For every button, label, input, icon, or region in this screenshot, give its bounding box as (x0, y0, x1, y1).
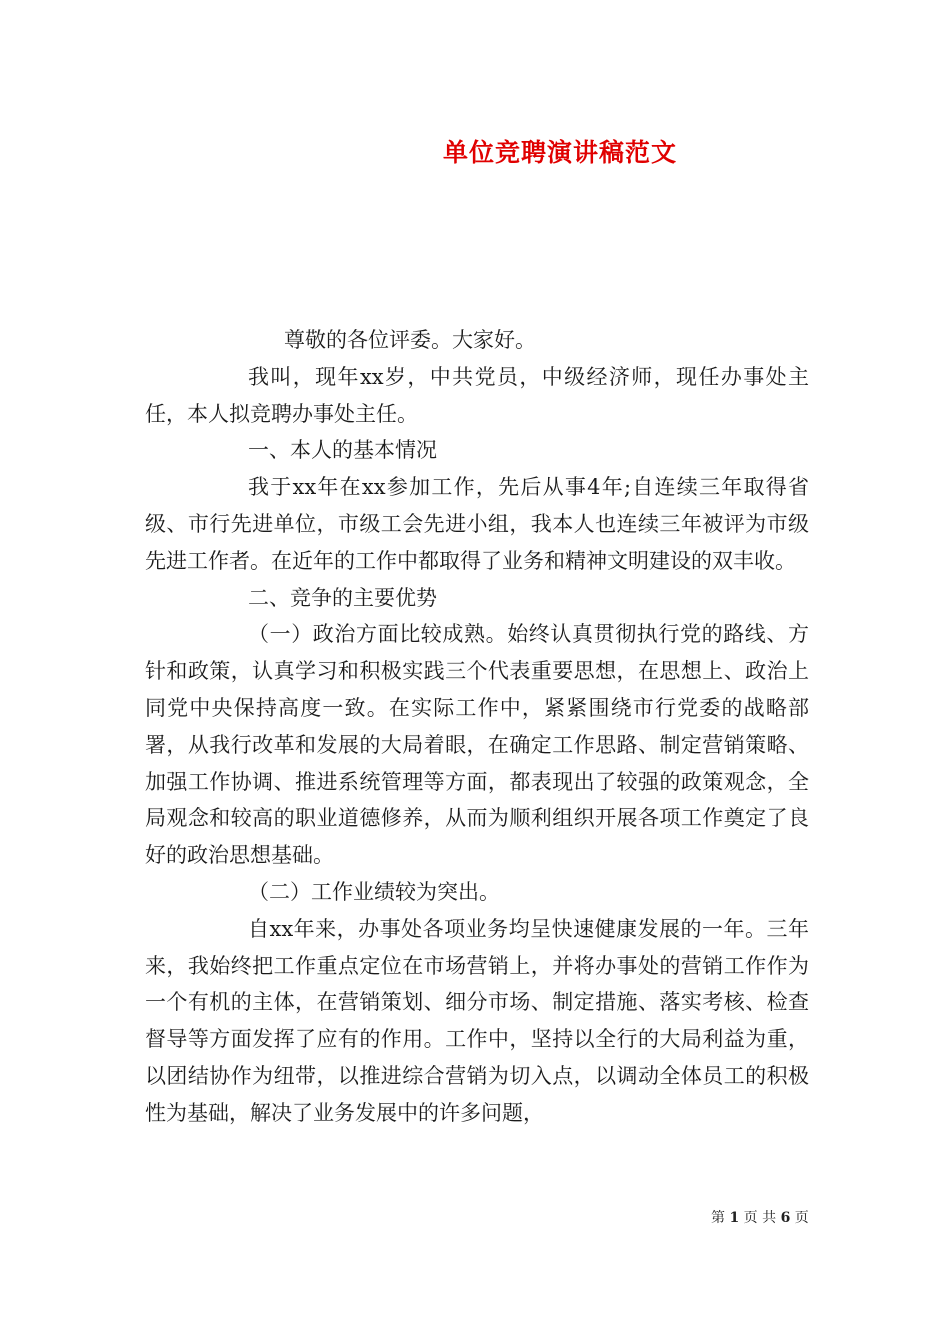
section-heading-basic-info: 一、本人的基本情况 (248, 438, 437, 463)
paragraph-performance: 自xx年来，办事处各项业务均呈快速健康发展的一年。三年来，我始终把工作重点定位在市场营销上，并将办事处的营销工作作为一个有机的主体，在营销策划、细分市场、制定措施、落实考核、检查督导等方面发挥了应有的作用。工作中，坚持以全行的大局利益为重，以团结协作为纽带，以推进综合营销为切入点，以调动全体员工的积极性为基础，解决了业务发展中的许多问题， (145, 916, 809, 1125)
document-title: 单位竞聘演讲稿范文 (442, 138, 677, 167)
paragraph-introduction: 我叫，现年xx岁，中共党员，中级经济师，现任办事处主任，本人拟竞聘办事处主任。 (145, 364, 809, 426)
footer-prefix: 第 (711, 1210, 725, 1226)
paragraph-political: （一）政治方面比较成熟。始终认真贯彻执行党的路线、方针和政策，认真学习和积极实践三个代表重要思想，在思想上、政治上同党中央保持高度一致。在实际工作中，紧紧围绕市行党委的战略部署，从我行改革和发展的大局着眼，在确定工作思路、制定营销策略、加强工作协调、推进系统管理等方面，都表现出了较强的政策观念，全局观念和较高的职业道德修养，从而为顺利组织开展各项工作奠定了良好的政治思想基础。 (145, 622, 809, 868)
section-heading-advantages: 二、竞争的主要优势 (248, 585, 437, 610)
current-page-number: 1 (729, 1210, 740, 1226)
subheading-performance: （二）工作业绩较为突出。 (248, 879, 500, 904)
footer-middle: 页 共 (743, 1210, 777, 1226)
total-page-number: 6 (780, 1210, 791, 1226)
page-footer (711, 1207, 809, 1227)
paragraph-greeting: 尊敬的各位评委。大家好。 (284, 328, 536, 352)
footer-suffix: 页 (794, 1210, 809, 1226)
document-body (145, 322, 809, 1132)
paragraph-basic-info: 我于xx年在xx参加工作，先后从事4年;自连续三年取得省级、市行先进单位，市级工会先进小组，我本人也连续三年被评为市级先进工作者。在近年的工作中都取得了业务和精神文明建设的双丰收。 (145, 475, 809, 573)
